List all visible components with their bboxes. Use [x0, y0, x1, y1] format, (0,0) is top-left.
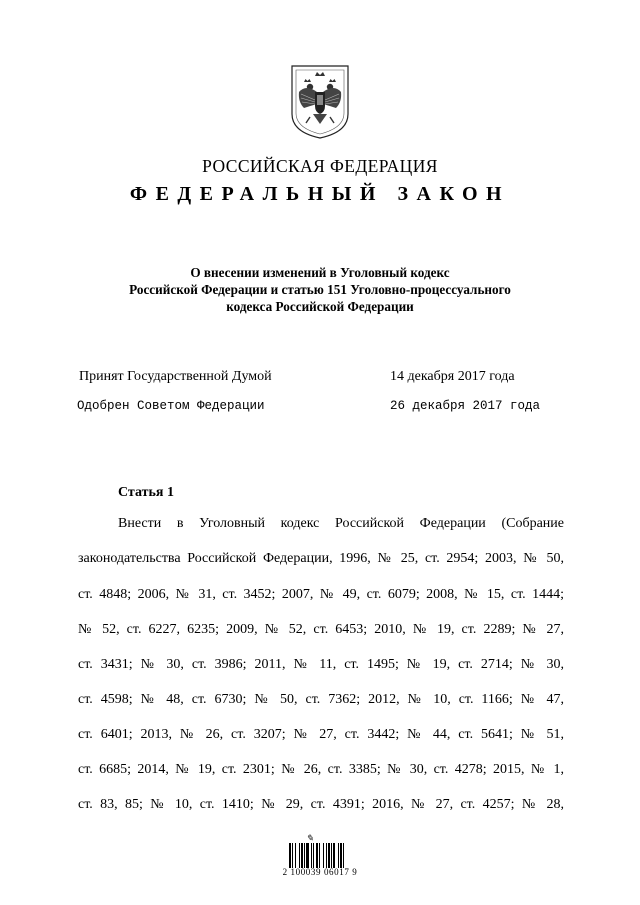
article-text-line: № 52, ст. 6227, 6235; 2009, № 52, ст. 6453; 2010, № 19, ст. 2289; № 27, [78, 622, 564, 637]
registration-mark: ✎ [306, 833, 314, 843]
article-text-line: ст. 6685; 2014, № 19, ст. 2301; № 26, ст. 3385; № 30, ст. 4278; 2015, № 1, [78, 762, 564, 777]
law-title-line: кодекса Российской Федерации [226, 299, 414, 314]
coat-of-arms-icon [288, 62, 352, 140]
council-approval-date: 26 декабря 2017 года [390, 399, 541, 413]
article-text-line: ст. 3431; № 30, ст. 3986; 2011, № 11, ст. 1495; № 19, ст. 2714; № 30, [78, 657, 564, 672]
law-title-line: Российской Федерации и статью 151 Уголовно-процессуального [129, 282, 511, 297]
country-name: РОССИЙСКАЯ ФЕДЕРАЦИЯ [202, 156, 438, 176]
barcode [289, 843, 367, 868]
law-title [60, 264, 580, 315]
law-title-line: О внесении изменений в Уголовный кодекс [190, 265, 450, 280]
duma-adoption-label: Принят Государственной Думой [79, 369, 272, 384]
document-type: ФЕДЕРАЛЬНЫЙ ЗАКОН [129, 183, 511, 205]
article-text-line: Внести в Уголовный кодекс Российской Федерации (Собрание [118, 516, 564, 531]
article-text-line: ст. 4598; № 48, ст. 6730; № 50, ст. 7362; 2012, № 10, ст. 1166; № 47, [78, 692, 564, 707]
duma-adoption-date: 14 декабря 2017 года [390, 369, 515, 384]
article-text-line: ст. 83, 85; № 10, ст. 1410; № 29, ст. 4391; 2016, № 27, ст. 4257; № 28, [78, 797, 564, 812]
barcode-number: 2 100039 06017 9 [282, 867, 358, 877]
article-text-line: ст. 4848; 2006, № 31, ст. 3452; 2007, № 49, ст. 6079; 2008, № 15, ст. 1444; [78, 587, 564, 602]
article-text-line: ст. 6401; 2013, № 26, ст. 3207; № 27, ст. 3442; № 44, ст. 5641; № 51, [78, 727, 564, 742]
council-approval-label: Одобрен Советом Федерации [77, 399, 265, 413]
article-text-line: законодательства Российской Федерации, 1996, № 25, ст. 2954; 2003, № 50, [78, 551, 564, 566]
article-heading: Статья 1 [118, 485, 174, 500]
